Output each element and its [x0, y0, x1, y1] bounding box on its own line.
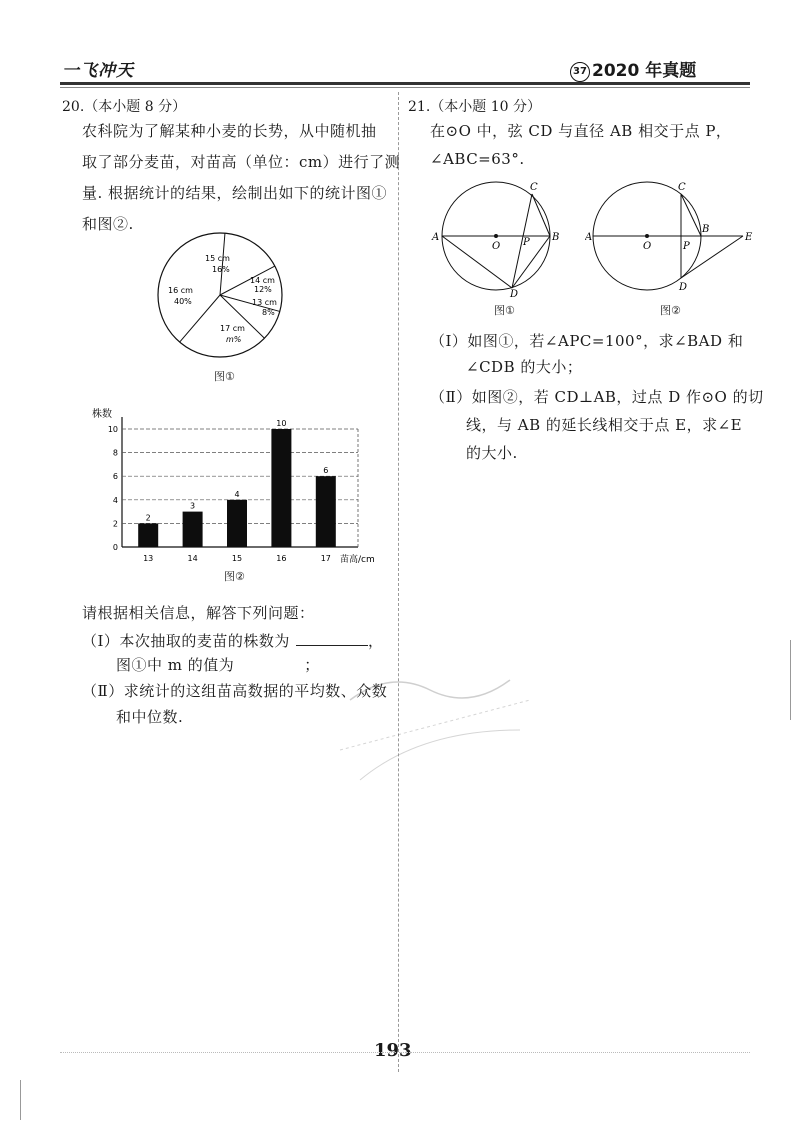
q20-part1-b-text: 图①中 m 的值为	[116, 656, 235, 674]
pie-pct-13: 8%	[262, 308, 275, 317]
bar-xtick-label-16: 16	[276, 554, 287, 563]
answer-blank-count[interactable]	[296, 645, 368, 646]
bar-xtick-labels	[143, 554, 331, 563]
binding-mark	[790, 640, 791, 720]
q21-fig1-caption: 图①	[494, 304, 515, 317]
q21-fig2-caption: 图②	[660, 304, 681, 317]
bar-ylabel: 株数	[92, 409, 112, 420]
fig1-label-o: O	[492, 241, 501, 252]
bar-xtick-label-17: 17	[320, 554, 331, 563]
bar-ytick-label: 2	[112, 519, 118, 529]
q20-prompt: 请根据相关信息，解答下列问题：	[82, 604, 315, 622]
pie-pct-14: 12%	[254, 285, 272, 294]
q21-line-1: 在⊙O 中，弦 CD 与直径 AB 相交于点 P，	[430, 122, 732, 140]
q20-part1-a-end: ，	[367, 632, 384, 650]
bar-ytick-labels	[108, 425, 118, 552]
pie-caption: 图①	[214, 370, 235, 383]
brand-title: 一飞冲天	[62, 61, 134, 81]
fig1-label-p: P	[523, 237, 530, 248]
bar-14	[183, 512, 203, 547]
bar-xtick-label-14: 14	[187, 554, 198, 563]
pie-label-13: 13 cm	[252, 298, 277, 307]
bar-ytick-label: 10	[107, 425, 118, 434]
fig2-label-d: D	[679, 282, 688, 293]
watermark-stamp	[330, 660, 540, 800]
pie-label-15: 15 cm	[205, 254, 230, 263]
pie-label-16: 16 cm	[168, 286, 193, 295]
footer-rule	[60, 1052, 750, 1053]
fig2-label-b: B	[702, 224, 710, 235]
bar-15	[227, 500, 247, 547]
bar-xtick-label-13: 13	[143, 554, 154, 563]
q20-intro	[82, 116, 400, 240]
fig2-label-c: C	[678, 182, 686, 193]
fig1-label-c: C	[530, 182, 538, 193]
bar-ytick-label: 0	[112, 543, 118, 552]
section-title-text: 2020 年真题	[592, 61, 697, 81]
fig2-label-p: P	[683, 241, 690, 252]
q20-part2-a: （Ⅱ）求统计的这组苗高数据的平均数、众数	[82, 682, 388, 700]
pie-pct-15: 16%	[212, 265, 230, 274]
bar-value-label-15: 4	[234, 489, 240, 499]
q21-part2-b: 线，与 AB 的延长线相交于点 E，求∠E	[466, 416, 743, 434]
bar-value-label-14: 3	[190, 501, 196, 511]
bar-ytick-label: 6	[112, 472, 118, 482]
q20-part1-b-end: ；	[304, 656, 320, 674]
bar-ytick-label: 4	[112, 495, 118, 505]
pie-label-17: 17 cm	[220, 324, 245, 333]
fig1-label-d: D	[510, 289, 519, 298]
q21-title: 21.（本小题 10 分）	[408, 99, 541, 115]
fig1-label-a: A	[432, 232, 440, 243]
bar-value-label-13: 2	[145, 513, 151, 523]
bar-xtick-label-15: 15	[231, 554, 243, 563]
bar-value-label-16: 10	[276, 419, 287, 428]
q21-part2-a: （Ⅱ）如图②，若 CD⊥AB，过点 D 作⊙O 的切	[430, 388, 764, 406]
binding-mark-left	[20, 1080, 21, 1120]
fig2-label-o: O	[643, 241, 652, 252]
q20-part1-a-text: （Ⅰ）本次抽取的麦苗的株数为	[82, 632, 290, 650]
q21-part2-c: 的大小.	[466, 444, 518, 462]
q20-line-3: 量. 根据统计的结果，绘制出如下的统计图①	[82, 184, 388, 202]
q20-line-2: 取了部分麦苗，对苗高（单位：cm）进行了测	[82, 153, 401, 171]
badge-icon: 37	[570, 62, 590, 82]
fig2-label-a: A	[585, 232, 593, 243]
pie-label-14: 14 cm	[250, 276, 275, 285]
bar-ytick-label: 8	[112, 448, 118, 458]
fig1-label-b: B	[552, 232, 560, 243]
section-title	[570, 56, 696, 82]
q20-line-1: 农科院为了解某种小麦的长势，从中随机抽	[82, 122, 377, 140]
q20-line-4: 和图②.	[82, 215, 134, 233]
header-rule	[60, 82, 750, 85]
geometry-figure-1	[430, 178, 570, 298]
q20-title: 20.（本小题 8 分）	[62, 99, 187, 115]
q21-line-2: ∠ABC=63°.	[430, 150, 525, 168]
fig2-label-e: E	[745, 232, 753, 243]
bar-17	[316, 476, 336, 547]
pie-pct-16: 40%	[174, 297, 192, 306]
bar-xlabel: 苗高/cm	[340, 555, 375, 565]
geometry-figure-2	[585, 178, 760, 298]
pie-pct-17: m%	[226, 335, 242, 344]
bar-series	[138, 419, 336, 547]
bar-chart	[80, 405, 400, 580]
answer-blank-m[interactable]	[240, 669, 304, 670]
bar-16	[271, 429, 291, 547]
q20-part2-b: 和中位数.	[116, 708, 184, 726]
q21-part1-a: （Ⅰ）如图①，若∠APC=100°，求∠BAD 和	[430, 332, 744, 350]
bar-13	[138, 523, 158, 547]
bar-caption: 图②	[224, 570, 245, 583]
q21-part1-b: ∠CDB 的大小；	[466, 358, 583, 376]
header-rule-thin	[60, 87, 750, 88]
bar-value-label-17: 6	[323, 466, 329, 476]
page-number: 193	[374, 1040, 412, 1061]
pie-chart	[150, 225, 310, 385]
